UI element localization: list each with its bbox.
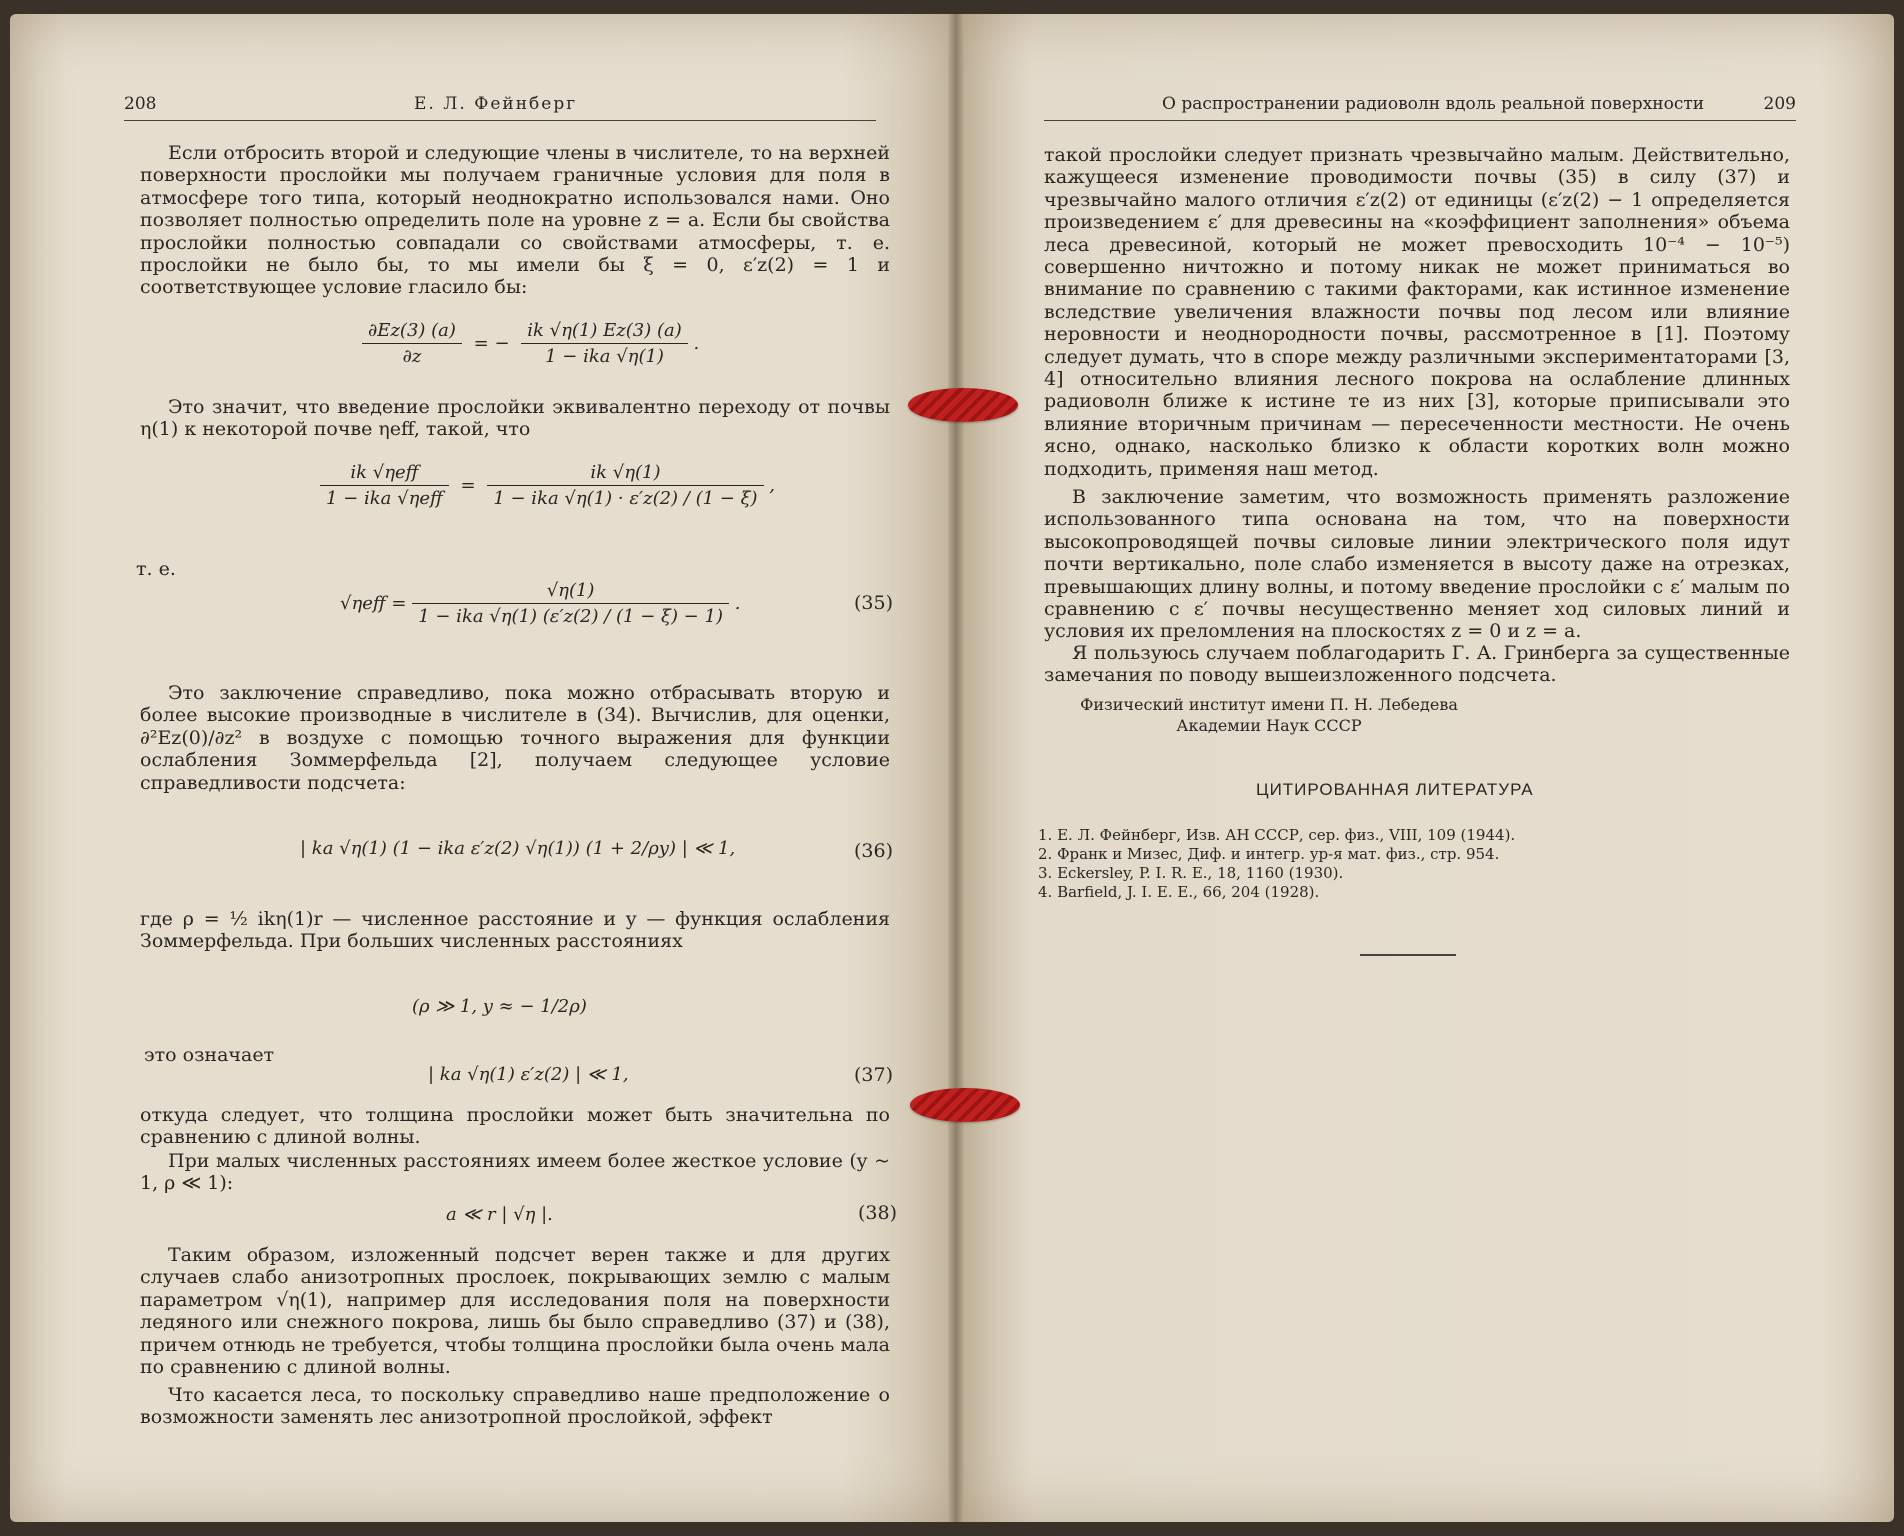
- left-page-number: 208: [124, 94, 157, 114]
- left-para-7: Таким образом, изложенный подсчет верен также и для других случаев слабо анизотропных прослоек, покрывающих землю с малым параметром √η(1), например для исследования поля на поверхности ледяного или снежного покрова, лишь бы было справедливо (37) и (38), причем отнюдь не требуется, чтобы толщина прослойки была очень мала по сравнению с длиной волны.: [140, 1244, 890, 1379]
- book-gutter: [948, 14, 964, 1522]
- equation-36: | ka √η(1) (1 − ika ε′z(2) √η(1)) (1 + 2/ρy) | ≪ 1,: [300, 838, 736, 859]
- left-running-header: [124, 88, 876, 121]
- equation-38: a ≪ r | √η |.: [446, 1204, 553, 1225]
- right-para-2: В заключение заметим, что возможность применять разложение использованного типа основана на том, что на поверхности высокопроводящей почвы силовые линии электрического поля идут почти вертикально, поле слабо изменяется в высоту даже на отрезках, превышающих длину волны, и потому введение прослойки с ε′ малым по сравнению с ε′ почвы несущественно меняет ход силовых линий и условия их преломления на плоскостях z = 0 и z = a.: [1044, 486, 1790, 643]
- institute-line-2: Академии Наук СССР: [1176, 716, 1362, 735]
- equation-boundary: $\frac{\partial Ez(3) (a)}{\partial z}$ = − $\frac{ik √\eta(1) Ez(3) (a)}{\text{1 − ika √η(1)}}$ .: [362, 320, 699, 367]
- equation-eta-eff: $\frac{\text{ik √ηeff}}{\text{1 − ika √ηeff}}$ = $\frac{ik √\eta(1)}{\text{1 − ika √η(1) · ε′z(2) / (1 − ξ)}}$ ,: [320, 462, 775, 509]
- left-para-5: откуда следует, что толщина прослойки может быть значительна по сравнению с длиной волны.: [140, 1104, 890, 1149]
- left-para-8: Что касается леса, то поскольку справедливо наше предположение о возможности заменять лес анизотропной прослойкой, эффект: [140, 1384, 890, 1429]
- equation-35: √ηeff = $\frac{√\eta(1)}{\text{1 − ika √η(1) (ε′z(2) / (1 − ξ) − 1)}}$ .: [340, 580, 741, 627]
- right-para-3: Я пользуюсь случаем поблагодарить Г. А. Гринберга за существенные замечания по поводу вышеизложенного подсчета.: [1044, 642, 1790, 687]
- equation-35-number: (35): [854, 592, 894, 614]
- references-list: [1038, 826, 1515, 902]
- right-running-head: О распространении радиоволн вдоль реальной поверхности: [1162, 94, 1705, 114]
- left-para-3: Это заключение справедливо, пока можно отбрасывать вторую и более высокие производные в числителе в (34). Вычислив, для оценки, ∂²Ez(0)/∂z² в воздухе с помощью точного выражения для функции ослабления Зоммерфельда [2], получаем следующее условие справедливости подсчета:: [140, 682, 890, 794]
- equation-37-number: (37): [854, 1064, 894, 1086]
- right-para-1: такой прослойки следует признать чрезвычайно малым. Действительно, кажущееся изменение проводимости почвы (35) в силу (37) и чрезвычайно малого отличия ε′z(2) от единицы (ε′z(2) − 1 определяется произведением ε′ для древесины на «коэффициент заполнения» объема леса древесиной, который не может превосходить 10⁻⁴ − 10⁻⁵) совершенно ничтожно и потому никак не может приниматься во внимание по сравнению с такими факторами, как истинное изменение вследствие увеличения влажности почвы под лесом или влияние неровности и неоднородности почвы, рассмотренное в [1]. Поэтому следует думать, что в споре между различными экспериментаторами [3, 4] относительно влияния лесного покрова на ослабление длинных радиоволн ближе к истине те из них [3], которые приписывали это влияние вторичным причинам — пересеченности местности. Не очень ясно, однако, насколько близко к области коротких волн можно подходить, применяя наш метод.: [1044, 144, 1790, 480]
- right-page-number: 209: [1763, 94, 1796, 114]
- left-running-head: Е. Л. Фейнберг: [414, 94, 578, 114]
- references-heading: ЦИТИРОВАННАЯ ЛИТЕРАТУРА: [1256, 780, 1534, 799]
- equation-36-number: (36): [854, 840, 894, 862]
- binding-thread-bottom: [910, 1088, 1020, 1122]
- institute-affiliation: [1044, 694, 1494, 736]
- institute-line-1: Физический институт имени П. Н. Лебедева: [1080, 695, 1458, 714]
- reference-item: 2. Франк и Мизес, Диф. и интегр. ур-я мат. физ., стр. 954.: [1038, 845, 1500, 863]
- equation-condition: (ρ ≫ 1, y ≈ − 1/2ρ): [412, 996, 587, 1017]
- reference-item: 3. Eckersley, P. I. R. E., 18, 1160 (1930).: [1038, 864, 1344, 882]
- left-te: т. е.: [136, 558, 176, 580]
- right-running-header: [1044, 88, 1796, 121]
- left-para-6: При малых численных расстояниях имеем более жесткое условие (y ~ 1, ρ ≪ 1):: [140, 1150, 890, 1195]
- reference-item: 4. Barfield, J. I. E. E., 66, 204 (1928).: [1038, 883, 1320, 901]
- left-eto: это означает: [144, 1044, 275, 1066]
- end-rule: [1360, 954, 1456, 956]
- left-para-1: Если отбросить второй и следующие члены в числителе, то на верхней поверхности прослойки мы получаем граничные условия для поля в атмосфере того типа, который неоднократно использовался нами. Оно позволяет полностью определить поле на уровне z = a. Если бы свойства прослойки полностью совпадали со свойствами атмосферы, т. е. прослойки не было бы, то мы имели бы ξ = 0, ε′z(2) = 1 и соответствующее условие гласило бы:: [140, 142, 890, 299]
- equation-37: | ka √η(1) ε′z(2) | ≪ 1,: [428, 1064, 629, 1085]
- left-para-4: где ρ = ½ ikη(1)r — численное расстояние и y — функция ослабления Зоммерфельда. При больших численных расстояниях: [140, 908, 890, 953]
- equation-38-number: (38): [858, 1202, 898, 1224]
- left-para-2: Это значит, что введение прослойки эквивалентно переходу от почвы η(1) к некоторой почве ηeff, такой, что: [140, 396, 890, 441]
- binding-thread-top: [908, 388, 1018, 422]
- reference-item: 1. Е. Л. Фейнберг, Изв. АН СССР, сер. физ., VIII, 109 (1944).: [1038, 826, 1516, 844]
